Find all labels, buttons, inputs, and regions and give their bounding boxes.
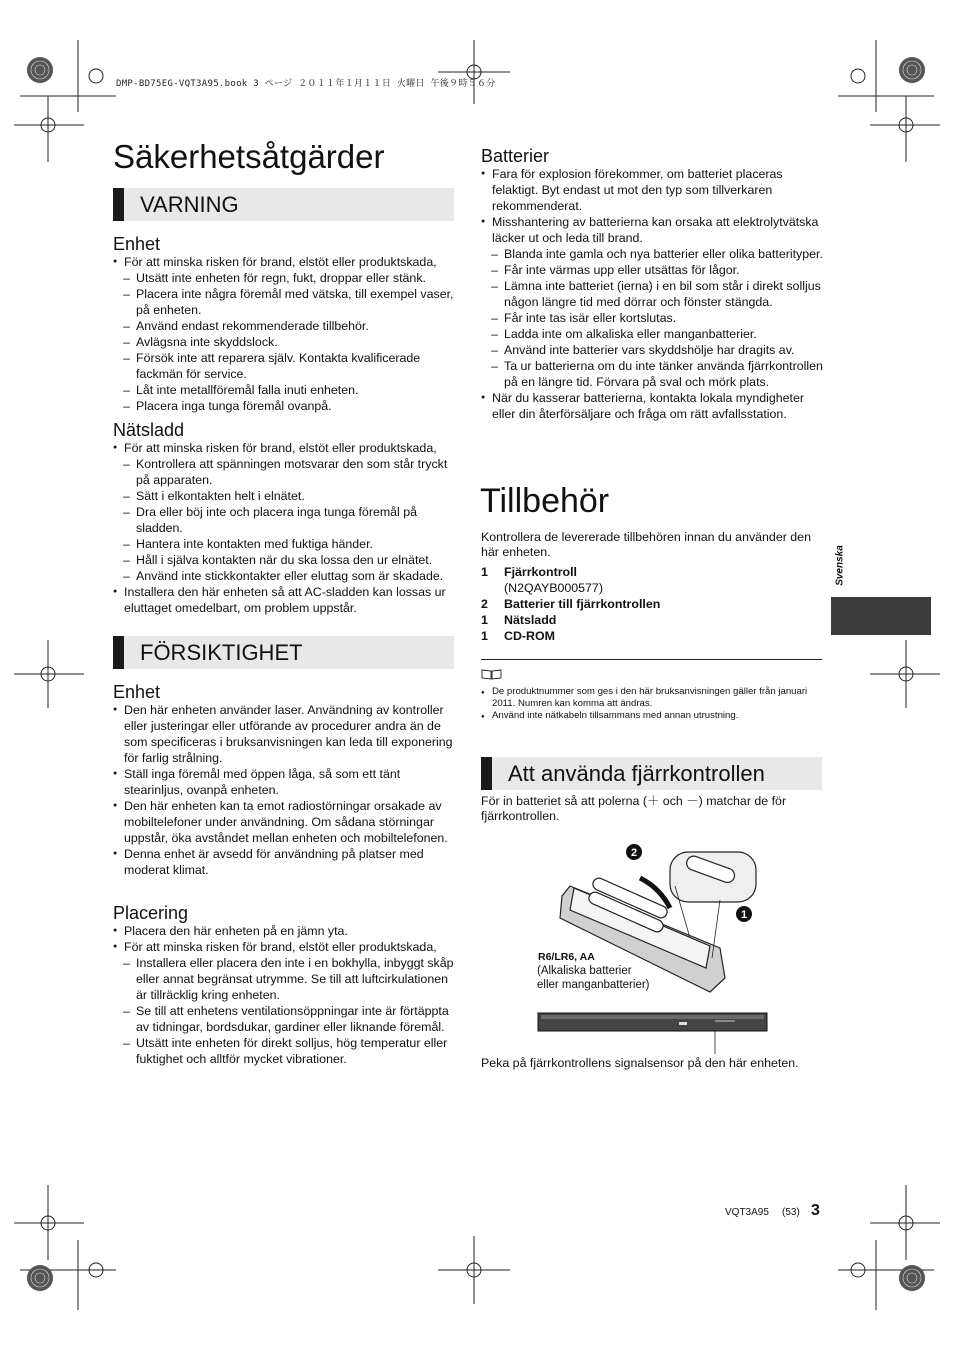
tillbehor-intro: Kontrollera de levererade tillbehören innan du använder den här enheten. bbox=[481, 530, 811, 559]
accessory-qty: 2 bbox=[481, 597, 488, 611]
book-header-line: DMP-BD75EG-VQT3A95.book 3 ページ ２０１１年１月１１日 火曜日 午後９時５６分 bbox=[116, 79, 496, 89]
accessory-item bbox=[481, 612, 826, 628]
dash-item: – Får inte värmas upp eller utsättas för lågor. bbox=[481, 262, 826, 278]
accessory-item bbox=[481, 628, 826, 644]
batterier-list bbox=[481, 166, 826, 422]
caution-placering-list bbox=[113, 923, 458, 1067]
dash-item: – Håll i själva kontakten när du ska lossa den ur elnätet. bbox=[113, 552, 458, 568]
warning-enhet-title: Enhet bbox=[113, 234, 161, 254]
warning-natsladd-title: Nätsladd bbox=[113, 420, 185, 440]
batterier-section bbox=[481, 146, 826, 422]
step-2-label: 2 bbox=[630, 847, 638, 859]
caution-placering-section bbox=[113, 903, 458, 1067]
accessory-code: (N2QAYB000577) bbox=[504, 581, 603, 595]
dash-item: – Installera eller placera den inte i en bokhylla, inbyggt skåp eller annat begränsat utrymme. Se till att luftcirkulationen är tillräcklig kring enheten. bbox=[113, 955, 458, 1003]
bullet-item: ● När du kasserar batterierna, kontakta lokala myndigheter eller din återförsäljare och fråga om rätt avfallsstation. bbox=[481, 390, 826, 422]
remote-intro: För in batteriet så att polerna (＋ och －) matchar de för fjärrkontrollen. bbox=[481, 794, 787, 823]
warning-natsladd-list bbox=[113, 440, 458, 616]
note-item: ● Använd inte nätkabeln tillsammans med annan utrustning. bbox=[481, 710, 826, 722]
battery-sub-label bbox=[537, 964, 650, 992]
accessory-name: Batterier till fjärrkontrollen bbox=[504, 597, 661, 611]
accessory-desc bbox=[504, 564, 603, 596]
dash-item: – Placera inga tunga föremål ovanpå. bbox=[113, 398, 458, 414]
dash-item: – Försök inte att reparera själv. Kontakta kvalificerade fackmän för service. bbox=[113, 350, 458, 382]
dash-item: – Ta ur batterierna om du inte tänker använda fjärrkontrollen på en längre tid. Förvara på sval och mörk plats. bbox=[481, 358, 826, 390]
dash-item: – Använd inte batterier vars skyddshölje har dragits av. bbox=[481, 342, 826, 358]
dash-item: – Utsätt inte enheten för direkt solljus, hög temperatur eller fuktighet och alltför mycket vibrationer. bbox=[113, 1035, 458, 1067]
batterier-title: Batterier bbox=[481, 146, 550, 166]
battery-sub-line-1: (Alkaliska batterier bbox=[537, 965, 632, 977]
language-text: Svenska bbox=[834, 545, 846, 586]
accessory-name: Fjärrkontroll bbox=[504, 565, 577, 579]
bullet-item: ● Installera den här enheten så att AC-sladden kan lossas ur eluttaget omedelbart, om problem uppstår. bbox=[113, 584, 458, 616]
dash-item: – Avlägsna inte skyddslock. bbox=[113, 334, 458, 350]
caution-enhet-title: Enhet bbox=[113, 682, 161, 702]
caution-enhet-list bbox=[113, 702, 458, 878]
tillbehor-title: Tillbehör bbox=[480, 482, 610, 520]
divider bbox=[481, 659, 822, 660]
dash-item: – Se till att enhetens ventilationsöppningar inte är förtäppta av tidningar, bordsdukar, gardiner eller liknande föremål. bbox=[113, 1003, 458, 1035]
accessory-name: Nätsladd bbox=[504, 613, 557, 627]
notes-list bbox=[481, 686, 826, 722]
bullet-item: ● För att minska risken för brand, elstöt eller produktskada, bbox=[113, 939, 458, 955]
warning-heading: VARNING bbox=[113, 188, 454, 221]
dash-item: – Sätt i elkontakten helt i elnätet. bbox=[113, 488, 458, 504]
remote-heading: Att använda fjärrkontrollen bbox=[481, 757, 822, 790]
bullet-item: ● För att minska risken för brand, elstöt eller produktskada, bbox=[113, 254, 458, 270]
remote-caption: Peka på fjärrkontrollens signalsensor på den här enheten. bbox=[481, 1056, 799, 1070]
note-item: ● De produktnummer som ges i den här bruksanvisningen gäller från januari 2011. Numren kan komma att ändras. bbox=[481, 686, 826, 710]
dash-item: – Kontrollera att spänningen motsvarar den som står tryckt på apparaten. bbox=[113, 456, 458, 488]
dash-item: – Lämna inte batteriet (ierna) i en bil som står i direkt solljus någon längre tid med dörrar och fönster stängda. bbox=[481, 278, 826, 310]
caution-placering-title: Placering bbox=[113, 903, 189, 923]
dash-item: – Använd inte stickkontakter eller eluttag som är skadade. bbox=[113, 568, 458, 584]
caution-heading: FÖRSIKTIGHET bbox=[113, 636, 454, 669]
dash-item: – Ladda inte om alkaliska eller manganbatterier. bbox=[481, 326, 826, 342]
player-unit-illustration bbox=[537, 1011, 769, 1055]
bullet-item: ● Den här enheten använder laser. Användning av kontroller eller justeringar eller utförande av procedurer andra än de som specificeras i bruksanvisningen kan leda till exponering för farlig strålning. bbox=[113, 702, 458, 766]
bullet-item: ● Denna enhet är avsedd för användning på platser med moderat klimat. bbox=[113, 846, 458, 878]
accessory-item bbox=[481, 564, 826, 596]
battery-sub-line-2: eller manganbatterier) bbox=[537, 979, 650, 991]
bullet-item: ● Den här enheten kan ta emot radiostörningar orsakade av mobiltelefoner under användning. Om sådana störningar uppstår, öka avståndet mellan enheten och mobiltelefonen. bbox=[113, 798, 458, 846]
dash-item: – Låt inte metallföremål falla inuti enheten. bbox=[113, 382, 458, 398]
dash-item: – Dra eller böj inte och placera inga tunga föremål på sladden. bbox=[113, 504, 458, 536]
page-title: Säkerhetsåtgärder bbox=[113, 138, 385, 175]
accessory-desc bbox=[504, 612, 556, 628]
dash-item: – Utsätt inte enheten för regn, fukt, droppar eller stänk. bbox=[113, 270, 458, 286]
accessory-qty: 1 bbox=[481, 565, 488, 579]
dash-item: – Blanda inte gamla och nya batterier eller olika batterityper. bbox=[481, 246, 826, 262]
step-1-label: 1 bbox=[740, 909, 748, 921]
warning-enhet-section bbox=[113, 234, 458, 414]
accessory-desc bbox=[504, 596, 660, 612]
caution-enhet-section bbox=[113, 682, 458, 878]
accessory-list bbox=[481, 564, 826, 644]
dash-item: – Använd endast rekommenderade tillbehör. bbox=[113, 318, 458, 334]
warning-natsladd-section bbox=[113, 420, 458, 616]
bullet-item: ● För att minska risken för brand, elstöt eller produktskada, bbox=[113, 440, 458, 456]
book-icon bbox=[481, 668, 503, 680]
accessory-item bbox=[481, 596, 826, 612]
accessory-qty: 1 bbox=[481, 613, 488, 627]
footer-doc-code: VQT3A95 bbox=[725, 1207, 769, 1218]
bullet-item: ● Ställ inga föremål med öppen låga, så som ett tänt stearinljus, ovanpå enheten. bbox=[113, 766, 458, 798]
language-tab bbox=[831, 597, 931, 635]
dash-item: – Får inte tas isär eller kortslutas. bbox=[481, 310, 826, 326]
dash-item: – Placera inte några föremål med vätska, till exempel vaser, på enheten. bbox=[113, 286, 458, 318]
dash-item: – Hantera inte kontakten med fuktiga händer. bbox=[113, 536, 458, 552]
footer-page-ref: (53) bbox=[782, 1207, 800, 1218]
bullet-item: ● Misshantering av batterierna kan orsaka att elektrolytvätska läcker ut och leda till brand. bbox=[481, 214, 826, 246]
bullet-item: ● Placera den här enheten på en jämn yta. bbox=[113, 923, 458, 939]
accessory-name: CD-ROM bbox=[504, 629, 555, 643]
battery-type-label: R6/LR6, AA bbox=[538, 951, 595, 963]
accessory-desc bbox=[504, 628, 555, 644]
warning-enhet-list bbox=[113, 254, 458, 414]
language-side-label bbox=[826, 540, 854, 594]
page-number: 3 bbox=[811, 1202, 820, 1219]
bullet-item: ● Fara för explosion förekommer, om batteriet placeras felaktigt. Byt endast ut mot den typ som tillverkaren rekommenderat. bbox=[481, 166, 826, 214]
accessory-qty: 1 bbox=[481, 629, 488, 643]
